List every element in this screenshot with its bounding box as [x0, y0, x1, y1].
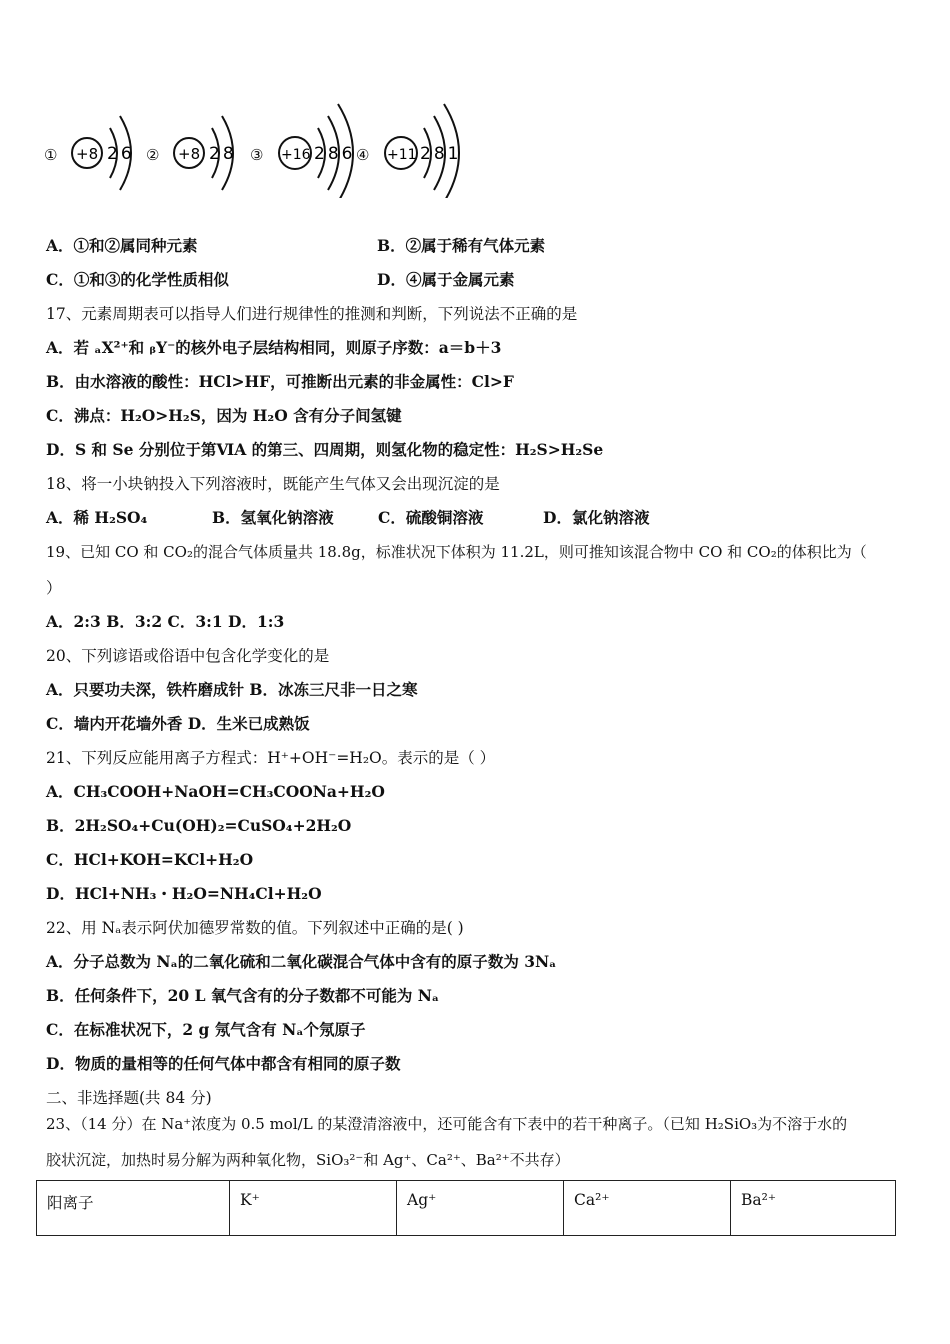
- q16-option-d: D．④属于金属元素: [377, 270, 515, 289]
- q22-stem: 22、用 Nₐ表示阿伏加德罗常数的值。下列叙述中正确的是( ): [46, 919, 464, 937]
- q17-option-b: B．由水溶液的酸性：HCl>HF，可推断出元素的非金属性：Cl>F: [46, 372, 514, 391]
- atom-2-shell-icon: [164, 98, 264, 198]
- atom-label: ②: [146, 146, 160, 164]
- q21-option-a: A．CH₃COOH+NaOH=CH₃COONa+H₂O: [46, 782, 385, 801]
- atom-shells: 286: [314, 144, 356, 164]
- atom-shells: 26: [107, 144, 135, 164]
- q21-stem: 21、下列反应能用离子方程式：H⁺+OH⁻=H₂O。表示的是（ ）: [46, 749, 496, 767]
- q21-option-b: B．2H₂SO₄+Cu(OH)₂=CuSO₄+2H₂O: [46, 816, 352, 835]
- atom-label: ③: [250, 146, 264, 164]
- atom-nucleus: +8: [178, 145, 201, 163]
- atom-nucleus: +8: [76, 145, 99, 163]
- table-cell: Ba²⁺: [731, 1181, 896, 1236]
- atom-shells: 28: [209, 144, 237, 164]
- q20-stem: 20、下列谚语或俗语中包含化学变化的是: [46, 647, 330, 665]
- atom-diagrams: [40, 98, 460, 198]
- q19-options: A．2:3 B．3:2 C．3:1 D．1:3: [46, 612, 285, 631]
- atom-label: ④: [356, 146, 370, 164]
- section-heading: 二、非选择题(共 84 分): [46, 1089, 212, 1107]
- q18-option-a: A．稀 H₂SO₄: [46, 508, 148, 527]
- atom-label: ①: [44, 146, 58, 164]
- ion-table: [36, 1180, 896, 1236]
- q18-option-d: D．氯化钠溶液: [543, 508, 650, 527]
- q23-line1: 23、（14 分）在 Na⁺浓度为 0.5 mol/L 的某澄清溶液中，还可能含有下表中的若干种离子。（已知 H₂SiO₃为不溶于水的: [46, 1115, 848, 1133]
- table-cell: Ag⁺: [397, 1181, 564, 1236]
- q21-option-d: D．HCl+NH₃・H₂O=NH₄Cl+H₂O: [46, 884, 322, 903]
- table-cell: Ca²⁺: [564, 1181, 731, 1236]
- q20-options-ab: A．只要功夫深，铁杵磨成针 B．冰冻三尺非一日之寒: [46, 680, 418, 699]
- q18-option-b: B．氢氧化钠溶液: [212, 508, 334, 527]
- q16-option-a: A．①和②属同种元素: [46, 236, 198, 255]
- q21-option-c: C．HCl+KOH=KCl+H₂O: [46, 850, 254, 869]
- q16-option-b: B．②属于稀有气体元素: [377, 236, 546, 255]
- q23-line2: 胶状沉淀，加热时易分解为两种氧化物，SiO₃²⁻和 Ag⁺、Ca²⁺、Ba²⁺不共存）: [46, 1151, 570, 1169]
- q17-option-a: A．若 ₐX²⁺和 ᵦY⁻的核外电子层结构相同，则原子序数：a＝b＋3: [46, 338, 502, 357]
- atom-nucleus: +16: [281, 147, 311, 163]
- q19-stem: 19、已知 CO 和 CO₂的混合气体质量共 18.8g，标准状况下体积为 11.2L，则可推知该混合物中 CO 和 CO₂的体积比为（: [46, 543, 867, 561]
- q17-option-c: C．沸点：H₂O>H₂S，因为 H₂O 含有分子间氢键: [46, 406, 402, 425]
- q20-options-cd: C．墙内开花墙外香 D．生米已成熟饭: [46, 714, 310, 733]
- table-header-cell: 阳离子: [37, 1181, 230, 1236]
- q17-stem: 17、元素周期表可以指导人们进行规律性的推测和判断，下列说法不正确的是: [46, 305, 578, 323]
- atom-nucleus: +11: [387, 147, 417, 163]
- atom-4-shell-icon: [374, 98, 484, 198]
- q17-option-d: D．S 和 Se 分别位于第ⅥA 的第三、四周期，则氢化物的稳定性：H₂S>H₂Se: [46, 440, 604, 459]
- q22-option-a: A．分子总数为 Nₐ的二氧化硫和二氧化碳混合气体中含有的原子数为 3Nₐ: [46, 952, 557, 971]
- atom-shells: 281: [420, 144, 462, 164]
- q22-option-b: B．任何条件下，20 L 氧气含有的分子数都不可能为 Nₐ: [46, 986, 440, 1005]
- table-cell: K⁺: [230, 1181, 397, 1236]
- q22-option-c: C．在标准状况下，2 g 氖气含有 Nₐ个氖原子: [46, 1020, 366, 1039]
- q22-option-d: D．物质的量相等的任何气体中都含有相同的原子数: [46, 1054, 401, 1073]
- table-row: [37, 1181, 896, 1236]
- q18-option-c: C．硫酸铜溶液: [378, 508, 484, 527]
- q18-stem: 18、将一小块钠投入下列溶液时，既能产生气体又会出现沉淀的是: [46, 475, 500, 493]
- q16-option-c: C．①和③的化学性质相似: [46, 270, 229, 289]
- q19-stem-end: ）: [46, 579, 62, 597]
